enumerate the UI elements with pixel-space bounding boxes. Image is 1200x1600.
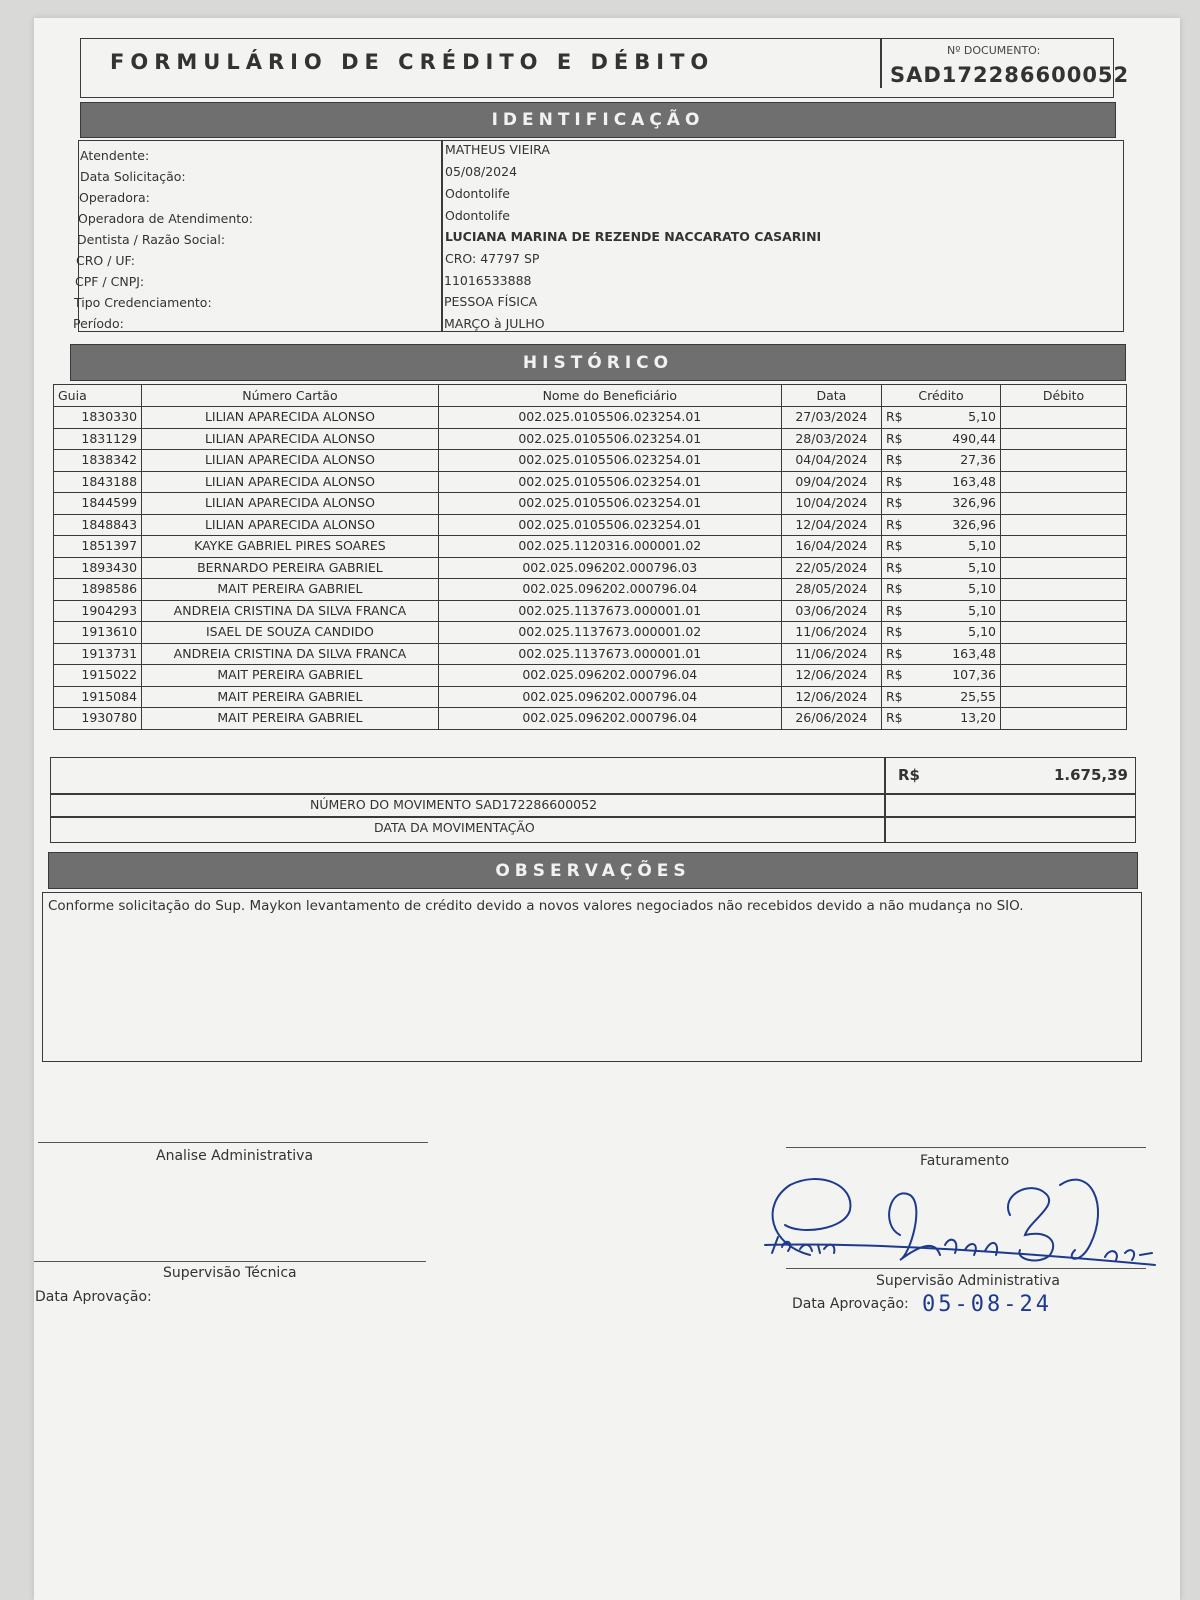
- label-data-solicitacao: Data Solicitação:: [80, 169, 186, 184]
- cell-credito: [881, 708, 1000, 730]
- cell-guia: 1913610: [54, 622, 142, 644]
- cell-guia: 1915022: [54, 665, 142, 687]
- signature-icon: [760, 1165, 1160, 1295]
- cell-credito: [881, 557, 1000, 579]
- cell-debito: [1000, 471, 1126, 493]
- cell-nome-beneficiario: 002.025.1137673.000001.02: [438, 622, 781, 644]
- cell-guia: 1930780: [54, 708, 142, 730]
- cell-nome-beneficiario: 002.025.096202.000796.04: [438, 665, 781, 687]
- label-faturamento: Faturamento: [920, 1153, 1010, 1169]
- label-data-aprovacao-left: Data Aprovação:: [35, 1289, 152, 1305]
- cell-data: 10/04/2024: [781, 493, 881, 515]
- cell-guia: 1838342: [54, 450, 142, 472]
- credito-currency: R$: [885, 409, 903, 425]
- cell-guia: 1898586: [54, 579, 142, 601]
- cell-numero-cartao: ANDREIA CRISTINA DA SILVA FRANCA: [142, 600, 439, 622]
- total-divider-2: [50, 816, 1136, 818]
- cell-credito: [881, 643, 1000, 665]
- cell-nome-beneficiario: 002.025.0105506.023254.01: [438, 471, 781, 493]
- cell-data: 12/04/2024: [781, 514, 881, 536]
- credito-currency: R$: [885, 645, 903, 661]
- credito-wrap: [886, 708, 996, 728]
- cell-data: 03/06/2024: [781, 600, 881, 622]
- credito-currency: R$: [885, 581, 903, 597]
- credito-value: 5,10: [968, 409, 996, 425]
- credito-currency: R$: [885, 516, 903, 532]
- cell-credito: [881, 622, 1000, 644]
- credito-value: 5,10: [968, 602, 996, 618]
- credito-wrap: [886, 579, 996, 599]
- cell-guia: 1843188: [54, 471, 142, 493]
- credito-value: 163,48: [952, 645, 996, 661]
- table-row: [54, 407, 1127, 429]
- cell-debito: [1000, 665, 1126, 687]
- credito-wrap: [886, 558, 996, 578]
- table-row: [54, 622, 1127, 644]
- credito-currency: R$: [885, 473, 903, 489]
- cell-credito: [881, 450, 1000, 472]
- cell-data: 11/06/2024: [781, 622, 881, 644]
- value-periodo: MARÇO à JULHO: [444, 316, 545, 331]
- cell-nome-beneficiario: 002.025.1120316.000001.02: [438, 536, 781, 558]
- cell-numero-cartao: LILIAN APARECIDA ALONSO: [142, 493, 439, 515]
- total-currency: R$: [898, 766, 920, 784]
- value-atendente: MATHEUS VIEIRA: [445, 142, 550, 157]
- label-tipo-credenciamento: Tipo Credenciamento:: [74, 295, 212, 310]
- observacoes-box: [42, 892, 1142, 1062]
- credito-currency: R$: [885, 624, 903, 640]
- cell-numero-cartao: ISAEL DE SOUZA CANDIDO: [142, 622, 439, 644]
- cell-guia: 1893430: [54, 557, 142, 579]
- supervisao-tecnica-line: [34, 1261, 426, 1262]
- cell-numero-cartao: BERNARDO PEREIRA GABRIEL: [142, 557, 439, 579]
- doc-number-label: Nº DOCUMENTO:: [947, 44, 1041, 57]
- credito-currency: R$: [885, 688, 903, 704]
- credito-value: 5,10: [968, 559, 996, 575]
- label-periodo: Período:: [73, 316, 124, 331]
- credito-wrap: [886, 429, 996, 449]
- table-row: [54, 708, 1127, 730]
- analise-line: [38, 1142, 428, 1143]
- cell-debito: [1000, 428, 1126, 450]
- cell-data: 27/03/2024: [781, 407, 881, 429]
- credito-wrap: [886, 665, 996, 685]
- cell-data: 12/06/2024: [781, 665, 881, 687]
- table-row: [54, 643, 1127, 665]
- cell-debito: [1000, 600, 1126, 622]
- table-row: [54, 514, 1127, 536]
- cell-guia: 1831129: [54, 428, 142, 450]
- identificacao-title: IDENTIFICAÇÃO: [491, 110, 705, 130]
- historico-band: [70, 344, 1126, 381]
- credito-wrap: [886, 536, 996, 556]
- cell-data: 28/03/2024: [781, 428, 881, 450]
- cell-debito: [1000, 493, 1126, 515]
- credito-currency: R$: [885, 430, 903, 446]
- cell-nome-beneficiario: 002.025.096202.000796.04: [438, 686, 781, 708]
- table-row: [54, 450, 1127, 472]
- col-numero-cartao: Número Cartão: [142, 385, 439, 407]
- cell-guia: 1830330: [54, 407, 142, 429]
- cell-data: 28/05/2024: [781, 579, 881, 601]
- label-analise-administrativa: Analise Administrativa: [156, 1148, 314, 1164]
- cell-nome-beneficiario: 002.025.0105506.023254.01: [438, 514, 781, 536]
- label-cro-uf: CRO / UF:: [76, 253, 135, 268]
- historico-table: [53, 384, 1127, 730]
- cell-debito: [1000, 622, 1126, 644]
- col-debito: Débito: [1000, 385, 1126, 407]
- credito-currency: R$: [885, 538, 903, 554]
- cell-credito: [881, 407, 1000, 429]
- cell-debito: [1000, 450, 1126, 472]
- cell-credito: [881, 514, 1000, 536]
- cell-nome-beneficiario: 002.025.096202.000796.03: [438, 557, 781, 579]
- cell-nome-beneficiario: 002.025.0105506.023254.01: [438, 428, 781, 450]
- value-tipo-credenciamento: PESSOA FÍSICA: [444, 294, 538, 309]
- credito-value: 490,44: [952, 430, 996, 446]
- label-operadora: Operadora:: [79, 190, 150, 205]
- label-dentista: Dentista / Razão Social:: [77, 232, 226, 247]
- credito-value: 163,48: [952, 473, 996, 489]
- cell-numero-cartao: LILIAN APARECIDA ALONSO: [142, 471, 439, 493]
- credito-value: 326,96: [952, 516, 996, 532]
- label-data-aprovacao-right: Data Aprovação:: [792, 1296, 909, 1312]
- total-column-divider: [884, 757, 886, 843]
- credito-wrap: [886, 472, 996, 492]
- col-credito: Crédito: [881, 385, 1000, 407]
- credito-value: 5,10: [968, 581, 996, 597]
- cell-data: 11/06/2024: [781, 643, 881, 665]
- cell-nome-beneficiario: 002.025.1137673.000001.01: [438, 600, 781, 622]
- cell-debito: [1000, 536, 1126, 558]
- credito-value: 25,55: [960, 688, 996, 704]
- cell-numero-cartao: ANDREIA CRISTINA DA SILVA FRANCA: [142, 643, 439, 665]
- value-operadora: Odontolife: [445, 186, 510, 201]
- credito-currency: R$: [885, 495, 903, 511]
- credito-wrap: [886, 493, 996, 513]
- cell-debito: [1000, 514, 1126, 536]
- cell-nome-beneficiario: 002.025.0105506.023254.01: [438, 407, 781, 429]
- table-row: [54, 686, 1127, 708]
- credito-wrap: [886, 407, 996, 427]
- credito-currency: R$: [885, 667, 903, 683]
- cell-nome-beneficiario: 002.025.096202.000796.04: [438, 708, 781, 730]
- cell-credito: [881, 471, 1000, 493]
- doc-divider: [880, 38, 882, 88]
- col-data: Data: [781, 385, 881, 407]
- cell-guia: 1851397: [54, 536, 142, 558]
- cell-credito: [881, 579, 1000, 601]
- credito-value: 107,36: [952, 667, 996, 683]
- value-cro-uf: CRO: 47797 SP: [445, 251, 540, 266]
- table-row: [54, 471, 1127, 493]
- cell-numero-cartao: LILIAN APARECIDA ALONSO: [142, 450, 439, 472]
- doc-number: SAD172286600052: [890, 63, 1130, 87]
- label-operadora-atendimento: Operadora de Atendimento:: [78, 211, 254, 226]
- credito-value: 5,10: [968, 538, 996, 554]
- cell-numero-cartao: LILIAN APARECIDA ALONSO: [142, 407, 439, 429]
- value-cpf-cnpj: 11016533888: [444, 273, 532, 288]
- identificacao-divider: [441, 140, 443, 332]
- cell-credito: [881, 600, 1000, 622]
- cell-nome-beneficiario: 002.025.1137673.000001.01: [438, 643, 781, 665]
- col-guia: Guia: [54, 385, 142, 407]
- cell-nome-beneficiario: 002.025.0105506.023254.01: [438, 450, 781, 472]
- credito-wrap: [886, 450, 996, 470]
- value-dentista: LUCIANA MARINA DE REZENDE NACCARATO CASARINI: [445, 229, 822, 244]
- credito-wrap: [886, 515, 996, 535]
- handwritten-approval-date: 05-08-24: [922, 1292, 1052, 1317]
- table-row: [54, 579, 1127, 601]
- data-movimentacao: DATA DA MOVIMENTAÇÃO: [374, 820, 535, 835]
- observacoes-band: [48, 852, 1138, 889]
- cell-data: 09/04/2024: [781, 471, 881, 493]
- cell-numero-cartao: LILIAN APARECIDA ALONSO: [142, 514, 439, 536]
- credito-currency: R$: [885, 452, 903, 468]
- total-divider: [50, 793, 1136, 795]
- label-supervisao-administrativa: Supervisão Administrativa: [876, 1273, 1060, 1289]
- table-row: [54, 493, 1127, 515]
- cell-numero-cartao: MAIT PEREIRA GABRIEL: [142, 579, 439, 601]
- cell-debito: [1000, 686, 1126, 708]
- label-supervisao-tecnica: Supervisão Técnica: [163, 1265, 297, 1281]
- cell-debito: [1000, 579, 1126, 601]
- cell-debito: [1000, 643, 1126, 665]
- numero-movimento: NÚMERO DO MOVIMENTO SAD172286600052: [310, 797, 598, 812]
- cell-data: 16/04/2024: [781, 536, 881, 558]
- cell-numero-cartao: MAIT PEREIRA GABRIEL: [142, 665, 439, 687]
- table-row: [54, 428, 1127, 450]
- credito-value: 326,96: [952, 495, 996, 511]
- cell-debito: [1000, 557, 1126, 579]
- form-title: FORMULÁRIO DE CRÉDITO E DÉBITO: [110, 50, 715, 74]
- credito-value: 5,10: [968, 624, 996, 640]
- cell-numero-cartao: KAYKE GABRIEL PIRES SOARES: [142, 536, 439, 558]
- cell-credito: [881, 536, 1000, 558]
- cell-guia: 1904293: [54, 600, 142, 622]
- table-row: [54, 536, 1127, 558]
- cell-guia: 1848843: [54, 514, 142, 536]
- total-value: 1.675,39: [1053, 766, 1128, 784]
- cell-data: 22/05/2024: [781, 557, 881, 579]
- cell-nome-beneficiario: 002.025.0105506.023254.01: [438, 493, 781, 515]
- credito-currency: R$: [885, 559, 903, 575]
- value-operadora-atendimento: Odontolife: [445, 208, 510, 223]
- cell-numero-cartao: MAIT PEREIRA GABRIEL: [142, 686, 439, 708]
- identificacao-band: [80, 102, 1116, 138]
- cell-credito: [881, 665, 1000, 687]
- credito-wrap: [886, 622, 996, 642]
- credito-value: 13,20: [960, 710, 996, 726]
- cell-nome-beneficiario: 002.025.096202.000796.04: [438, 579, 781, 601]
- historico-title: HISTÓRICO: [522, 352, 674, 373]
- cell-debito: [1000, 708, 1126, 730]
- credito-currency: R$: [885, 710, 903, 726]
- cell-debito: [1000, 407, 1126, 429]
- cell-data: 26/06/2024: [781, 708, 881, 730]
- table-row: [54, 557, 1127, 579]
- cell-credito: [881, 428, 1000, 450]
- credito-currency: R$: [885, 602, 903, 618]
- table-row: [54, 600, 1127, 622]
- label-cpf-cnpj: CPF / CNPJ:: [75, 274, 145, 289]
- cell-data: 12/06/2024: [781, 686, 881, 708]
- cell-credito: [881, 493, 1000, 515]
- cell-credito: [881, 686, 1000, 708]
- cell-numero-cartao: LILIAN APARECIDA ALONSO: [142, 428, 439, 450]
- cell-guia: 1913731: [54, 643, 142, 665]
- credito-value: 27,36: [960, 452, 996, 468]
- credito-wrap: [886, 644, 996, 664]
- cell-numero-cartao: MAIT PEREIRA GABRIEL: [142, 708, 439, 730]
- cell-guia: 1915084: [54, 686, 142, 708]
- credito-wrap: [886, 601, 996, 621]
- col-nome-beneficiario: Nome do Beneficiário: [438, 385, 781, 407]
- table-row: [54, 665, 1127, 687]
- faturamento-line: [786, 1147, 1146, 1148]
- label-atendente: Atendente:: [80, 148, 150, 163]
- table-header-row: [54, 385, 1127, 407]
- value-data-solicitacao: 05/08/2024: [445, 164, 518, 179]
- observacoes-text: Conforme solicitação do Sup. Maykon levantamento de crédito devido a novos valores negociados não recebidos devido a não mudança no SIO.: [48, 898, 1024, 914]
- credito-wrap: [886, 687, 996, 707]
- cell-data: 04/04/2024: [781, 450, 881, 472]
- observacoes-title: OBSERVAÇÕES: [495, 860, 691, 881]
- cell-guia: 1844599: [54, 493, 142, 515]
